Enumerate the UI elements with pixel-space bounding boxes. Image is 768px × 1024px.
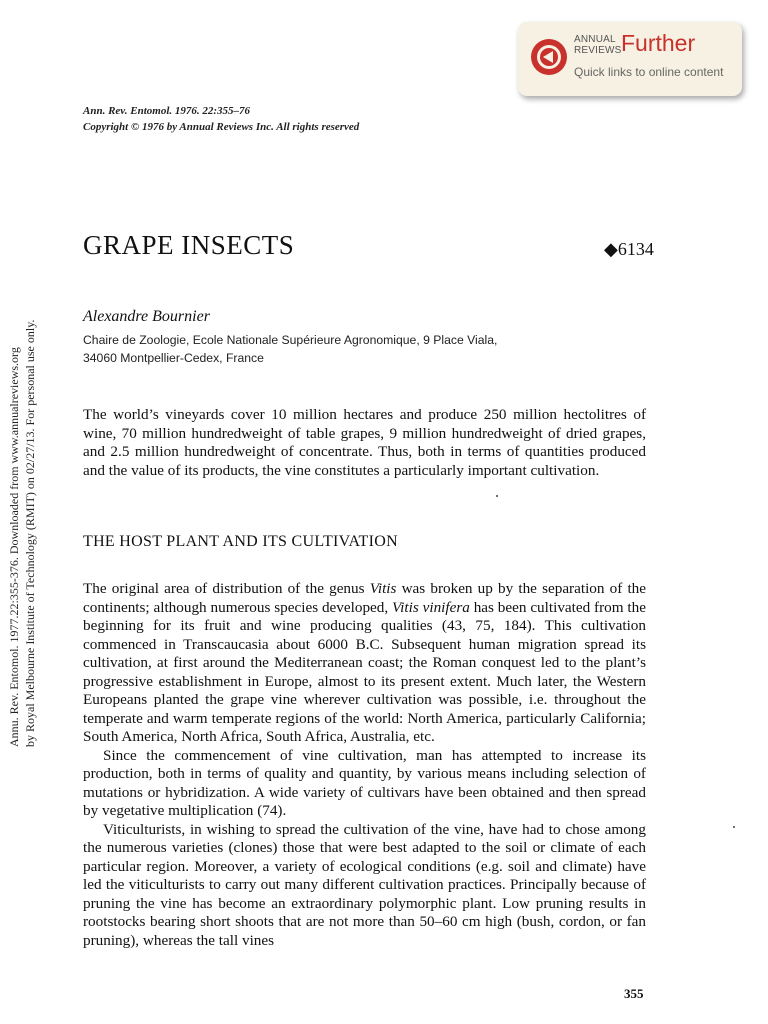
download-notice-line1: Annu. Rev. Entomol. 1977.22:355-376. Downloaded from www.annualreviews.org	[7, 347, 21, 747]
annual-reviews-logo-icon	[530, 38, 568, 76]
print-speck	[733, 826, 735, 828]
affiliation-line1: Chaire de Zoologie, Ecole Nationale Supérieure Agronomique, 9 Place Viala,	[83, 333, 498, 347]
paragraph-2: Since the commencement of vine cultivation, man has attempted to increase its production, both in terms of quality and quantity, by various means including selection of mutations or hybridization. A wide variety of cultivars have been obtained and then spread by vegetative multiplication (74).	[83, 746, 646, 819]
citation-line2: Copyright © 1976 by Annual Reviews Inc. All rights reserved	[83, 121, 360, 133]
p1-species-vinifera: Vitis vinifera	[392, 598, 470, 616]
badge-annual-label: ANNUAL	[574, 34, 616, 45]
further-badge[interactable]	[518, 22, 742, 96]
badge-tagline: Quick links to online content	[574, 65, 724, 79]
intro-text: The world’s vineyards cover 10 million hectares and produce 250 million hectolitres of wine, 70 million hundredweight of table grapes, 9 million hundredweight of dried grapes, and 2.5 million hundredweight of concentrate. Thus, both in terms of quantities produced and the value of its products, the vine constitutes a particularly important cultivation.	[83, 406, 646, 479]
badge-reviews-label: REVIEWS	[574, 45, 622, 56]
intro-paragraph	[83, 406, 646, 480]
paragraph-1	[83, 580, 646, 747]
p1-genus-vitis: Vitis	[369, 580, 397, 597]
section-heading: THE HOST PLANT AND ITS CULTIVATION	[83, 533, 398, 550]
p1-text-a: The original area of distribution of the genus	[83, 580, 370, 597]
print-speck	[496, 495, 498, 497]
section-body	[83, 580, 646, 950]
article-title: GRAPE INSECTS	[83, 230, 295, 260]
p1-text-c: has been cultivated from the beginning for its fruit and wine producing qualities (43, 75, 184). This cultivation commenced in Transcaucasia about 6000 B.C. Subsequent human migration spread its cultivation, at first around the Mediterranean coast; the Roman conquest led to the plant’s progressive establishment in Europe, almost to its present extent. Much later, the Western Europeans planted the grape vine wherever cultivation was possible, i.e. throughout the temperate and warm temperate regions of the world: North America, particularly California; South America, North Africa, South Africa, Australia, etc.	[83, 598, 646, 745]
paragraph-3: Viticulturists, in wishing to spread the cultivation of the vine, have had to chose among the numerous varieties (clones) those that were best adapted to the soil or climate of each particular region. Moreover, a variety of ecological conditions (e.g. soil and climate) have led the viticulturists to carry out many different cultivation practices. Principally because of pruning the vine has become an extraordinary polymorphic plant. Low pruning results in rootstocks bearing short shoots that are not more than 50–60 cm high (bush, cordon, or fan pruning), whereas the tall vines	[83, 820, 646, 949]
author-affiliation	[83, 331, 497, 367]
journal-citation	[83, 103, 359, 135]
download-notice-line2: by Royal Melbourne Institute of Technology (RMIT) on 02/27/13. For personal use only.	[23, 319, 37, 747]
p1-text-b: was broken up by the separation of the continents; although numerous species developed,	[83, 580, 646, 616]
badge-further-label: Further	[621, 30, 696, 56]
index-number: ◆6134	[604, 239, 654, 259]
page-number: 355	[624, 986, 644, 1001]
affiliation-line2: 34060 Montpellier-Cedex, France	[83, 351, 264, 365]
download-notice	[1, 262, 41, 747]
author-name: Alexandre Bournier	[83, 308, 210, 325]
citation-line1: Ann. Rev. Entomol. 1976. 22:355–76	[83, 105, 251, 117]
